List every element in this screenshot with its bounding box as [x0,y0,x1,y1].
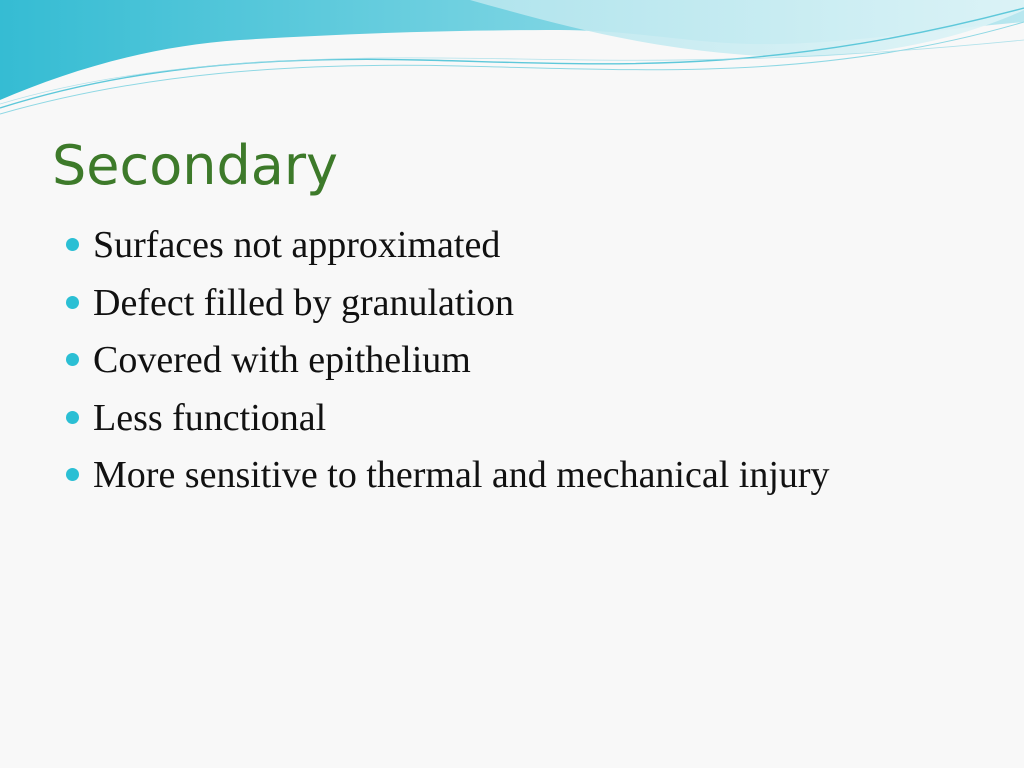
list-item [62,333,830,391]
bullet-text: Surfaces not approximated [93,224,501,266]
decorative-wave-banner [0,0,1024,130]
bullet-text: Defect filled by granulation [93,281,515,324]
bullet-dot-icon [66,468,79,481]
list-item [62,276,830,334]
bullet-text: Less functional [93,396,327,439]
list-item [62,218,830,276]
bullet-dot-icon [66,296,79,309]
bullet-list [62,218,830,506]
slide-title: Secondary [52,134,338,197]
bullet-dot-icon [66,411,79,424]
bullet-dot-icon [66,353,79,366]
bullet-text: More sensitive to thermal and mechanical injury [93,454,830,496]
list-item [62,391,830,449]
bullet-text: Covered with epithelium [93,339,471,381]
bullet-dot-icon [66,238,79,251]
list-item [62,448,830,506]
